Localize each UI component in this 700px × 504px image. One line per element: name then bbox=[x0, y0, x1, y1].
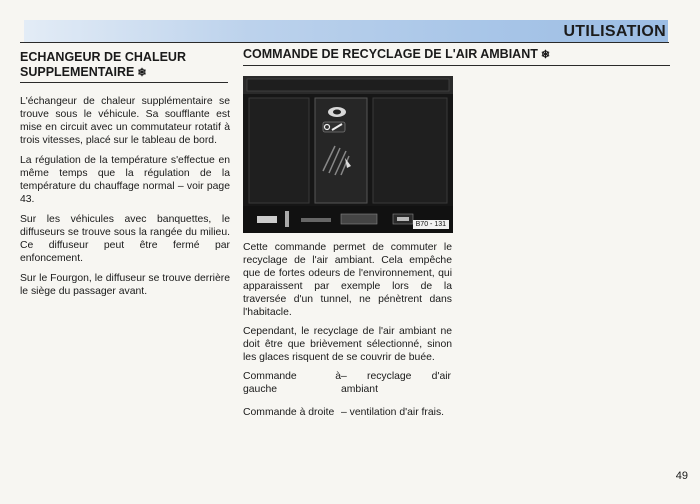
dashboard-illustration bbox=[243, 76, 453, 233]
command-right-value: – ventilation d'air frais. bbox=[341, 407, 445, 418]
command-left-value: – recyclage d'air ambiant bbox=[341, 371, 451, 395]
left-heading bbox=[20, 50, 220, 81]
left-paragraph: L'échangeur de chaleur supplémentaire se trouve sous le véhicule. Sa soufflante est mise en circuit avec un commutateur rotatif à trois vitesses, placé sur le tableau de bord. bbox=[20, 96, 230, 146]
right-paragraph: Cette commande permet de commuter le recyclage de l'air ambiant. Cela empêche que de fortes odeurs de l'environnement, qui apparaissent par exemple lors de la traversée d'un tunnel, ne pénètrent dans l'habitacle. bbox=[243, 242, 452, 318]
left-paragraph: Sur les véhicules avec banquettes, le diffuseurs se trouve sous la rangée du milieu. Ce diffuseur peut être fermé par enfoncement. bbox=[20, 214, 230, 264]
left-paragraph: Sur le Fourgon, le diffuseur se trouve derrière le siège du passager avant. bbox=[20, 273, 230, 297]
left-heading-line2: SUPPLEMENTAIRE bbox=[20, 65, 135, 79]
snowflake-icon: ❄ bbox=[540, 49, 551, 61]
left-paragraph: La régulation de la température s'effectue en même temps que la régulation de la température du chauffage normal – voir page 43. bbox=[20, 155, 230, 205]
command-right-row bbox=[243, 406, 452, 419]
command-left-row bbox=[243, 370, 452, 396]
command-left-label: Commande à gauche bbox=[243, 371, 341, 395]
right-heading-text: COMMANDE DE RECYCLAGE DE L'AIR AMBIANT bbox=[243, 47, 538, 61]
right-heading-rule bbox=[243, 65, 670, 66]
header-rule bbox=[20, 42, 669, 43]
right-body bbox=[243, 241, 452, 419]
section-title: UTILISATION bbox=[563, 23, 666, 40]
left-heading-line1: ECHANGEUR DE CHALEUR bbox=[20, 50, 186, 64]
left-body bbox=[20, 95, 230, 305]
figure-label: B70 - 131 bbox=[413, 220, 449, 229]
page-number: 49 bbox=[675, 470, 688, 482]
right-paragraph: Cependant, le recyclage de l'air ambiant ne doit être que brièvement sélectionné, sinon les glaces risquent de se couvrir de buée. bbox=[243, 326, 452, 363]
left-heading-rule bbox=[20, 82, 228, 83]
snowflake-icon: ❄ bbox=[137, 67, 147, 79]
right-heading bbox=[243, 47, 663, 63]
dashboard-photo bbox=[243, 76, 453, 233]
command-right-label: Commande à droite bbox=[243, 407, 335, 418]
